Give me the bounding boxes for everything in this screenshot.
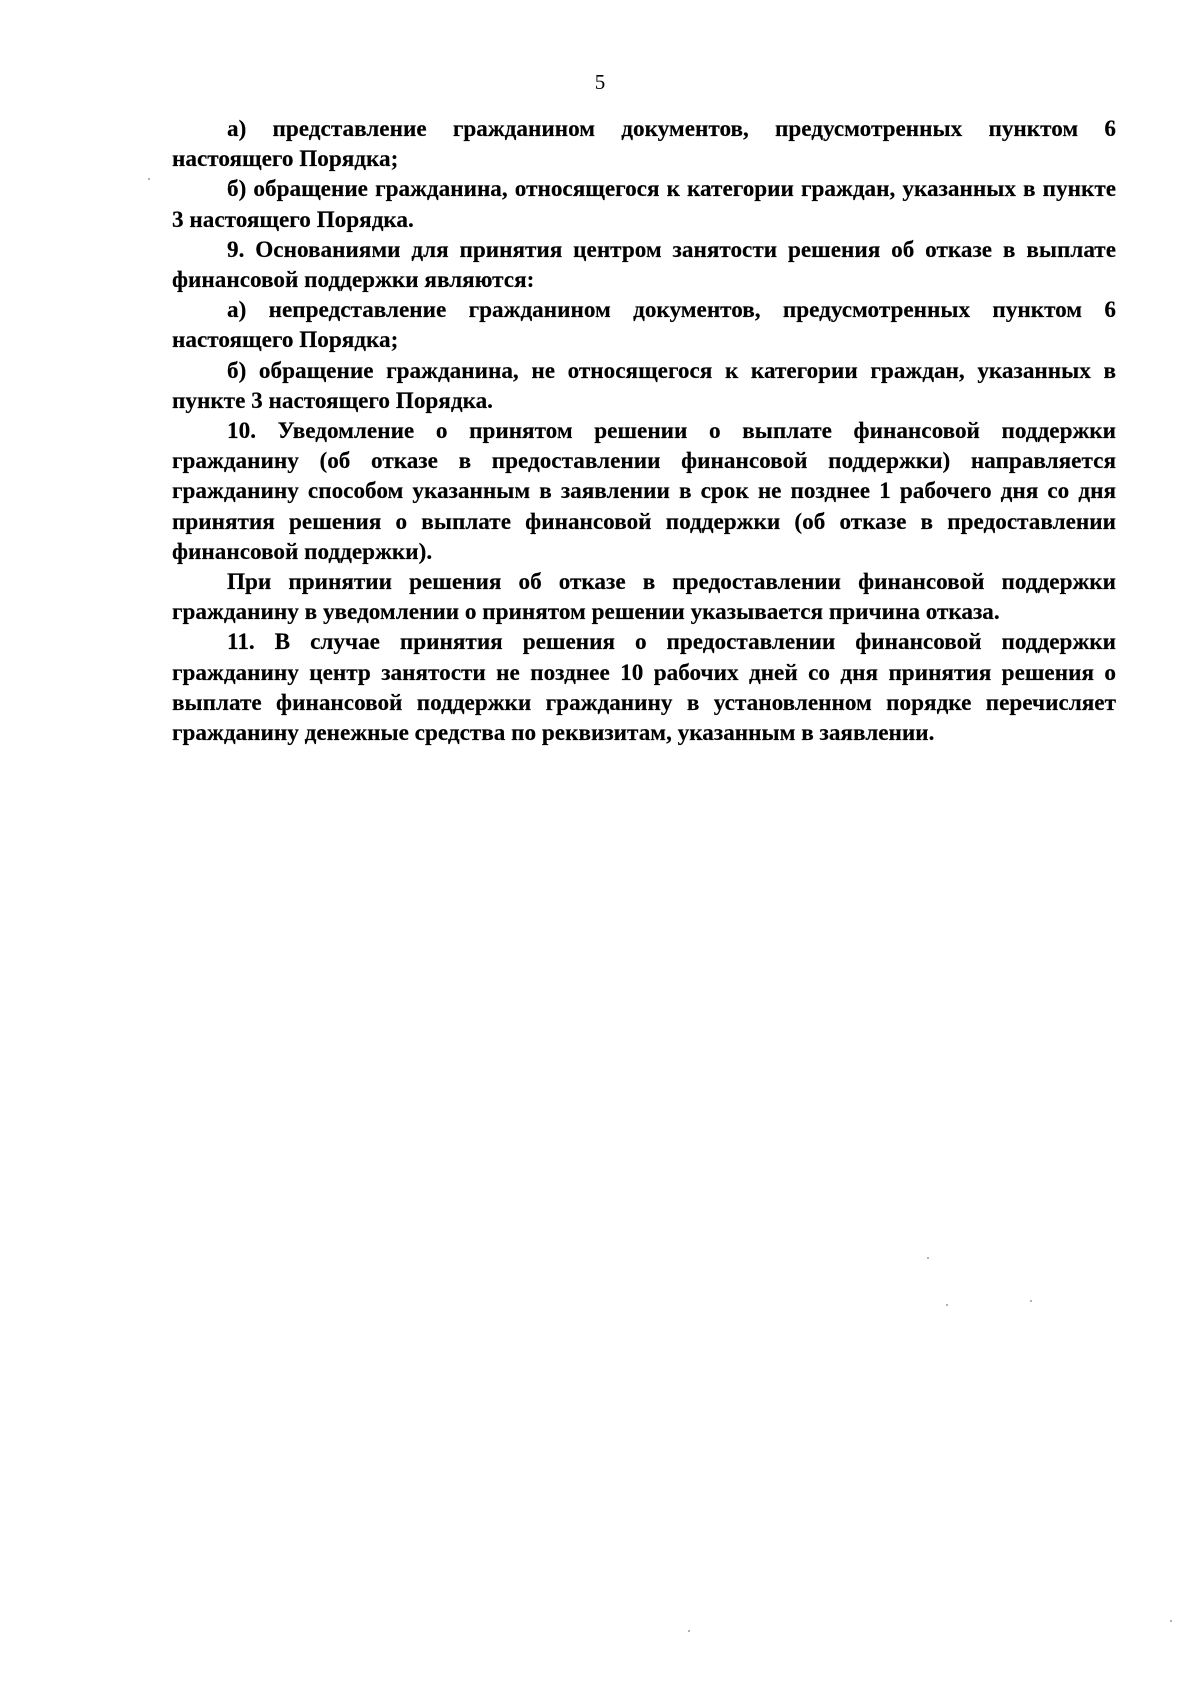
scan-speck bbox=[148, 178, 150, 180]
document-body bbox=[172, 114, 1116, 748]
paragraph-9: 9. Основаниями для принятия центром занятости решения об отказе в выплате финансовой поддержки являются: bbox=[172, 236, 1116, 294]
scan-speck bbox=[1170, 1620, 1172, 1622]
scan-speck bbox=[1030, 1300, 1032, 1302]
scan-speck bbox=[927, 1257, 929, 1259]
paragraph-8b: б) обращение гражданина, относящегося к категории граждан, указанных в пункте 3 настоящего Порядка. bbox=[172, 176, 1116, 233]
paragraph-10-refusal: При принятии решения об отказе в предоставлении финансовой поддержки гражданину в уведомлении о принятом решении указывается причина отказа. bbox=[172, 569, 1116, 626]
paragraph-9b: б) обращение гражданина, не относящегося к категории граждан, указанных в пункте 3 настоящего Порядка. bbox=[172, 357, 1116, 414]
paragraph-11: 11. В случае принятия решения о предоставлении финансовой поддержки гражданину центр занятости не позднее 10 рабочих дней со дня принятия решения о выплате финансовой поддержки гражданину в установленном порядке перечисляет гражданину денежные средства по реквизитам, указанным в заявлении. bbox=[172, 629, 1116, 747]
paragraph-8a: а) представление гражданином документов, предусмотренных пунктом 6 настоящего Порядка; bbox=[172, 116, 1116, 173]
page-number: 5 bbox=[594, 70, 606, 94]
scan-speck bbox=[946, 1304, 948, 1306]
scan-speck bbox=[688, 1630, 690, 1632]
paragraph-10: 10. Уведомление о принятом решении о выплате финансовой поддержки гражданину (об отказе в предоставлении финансовой поддержки) направляется гражданину способом указанным в заявлении в срок не позднее 1 рабочего дня со дня принятия решения о выплате финансовой поддержки (об отказе в предоставлении финансовой поддержки). bbox=[172, 418, 1116, 565]
paragraph-9a: а) непредставление гражданином документов, предусмотренных пунктом 6 настоящего Порядка; bbox=[172, 297, 1116, 354]
